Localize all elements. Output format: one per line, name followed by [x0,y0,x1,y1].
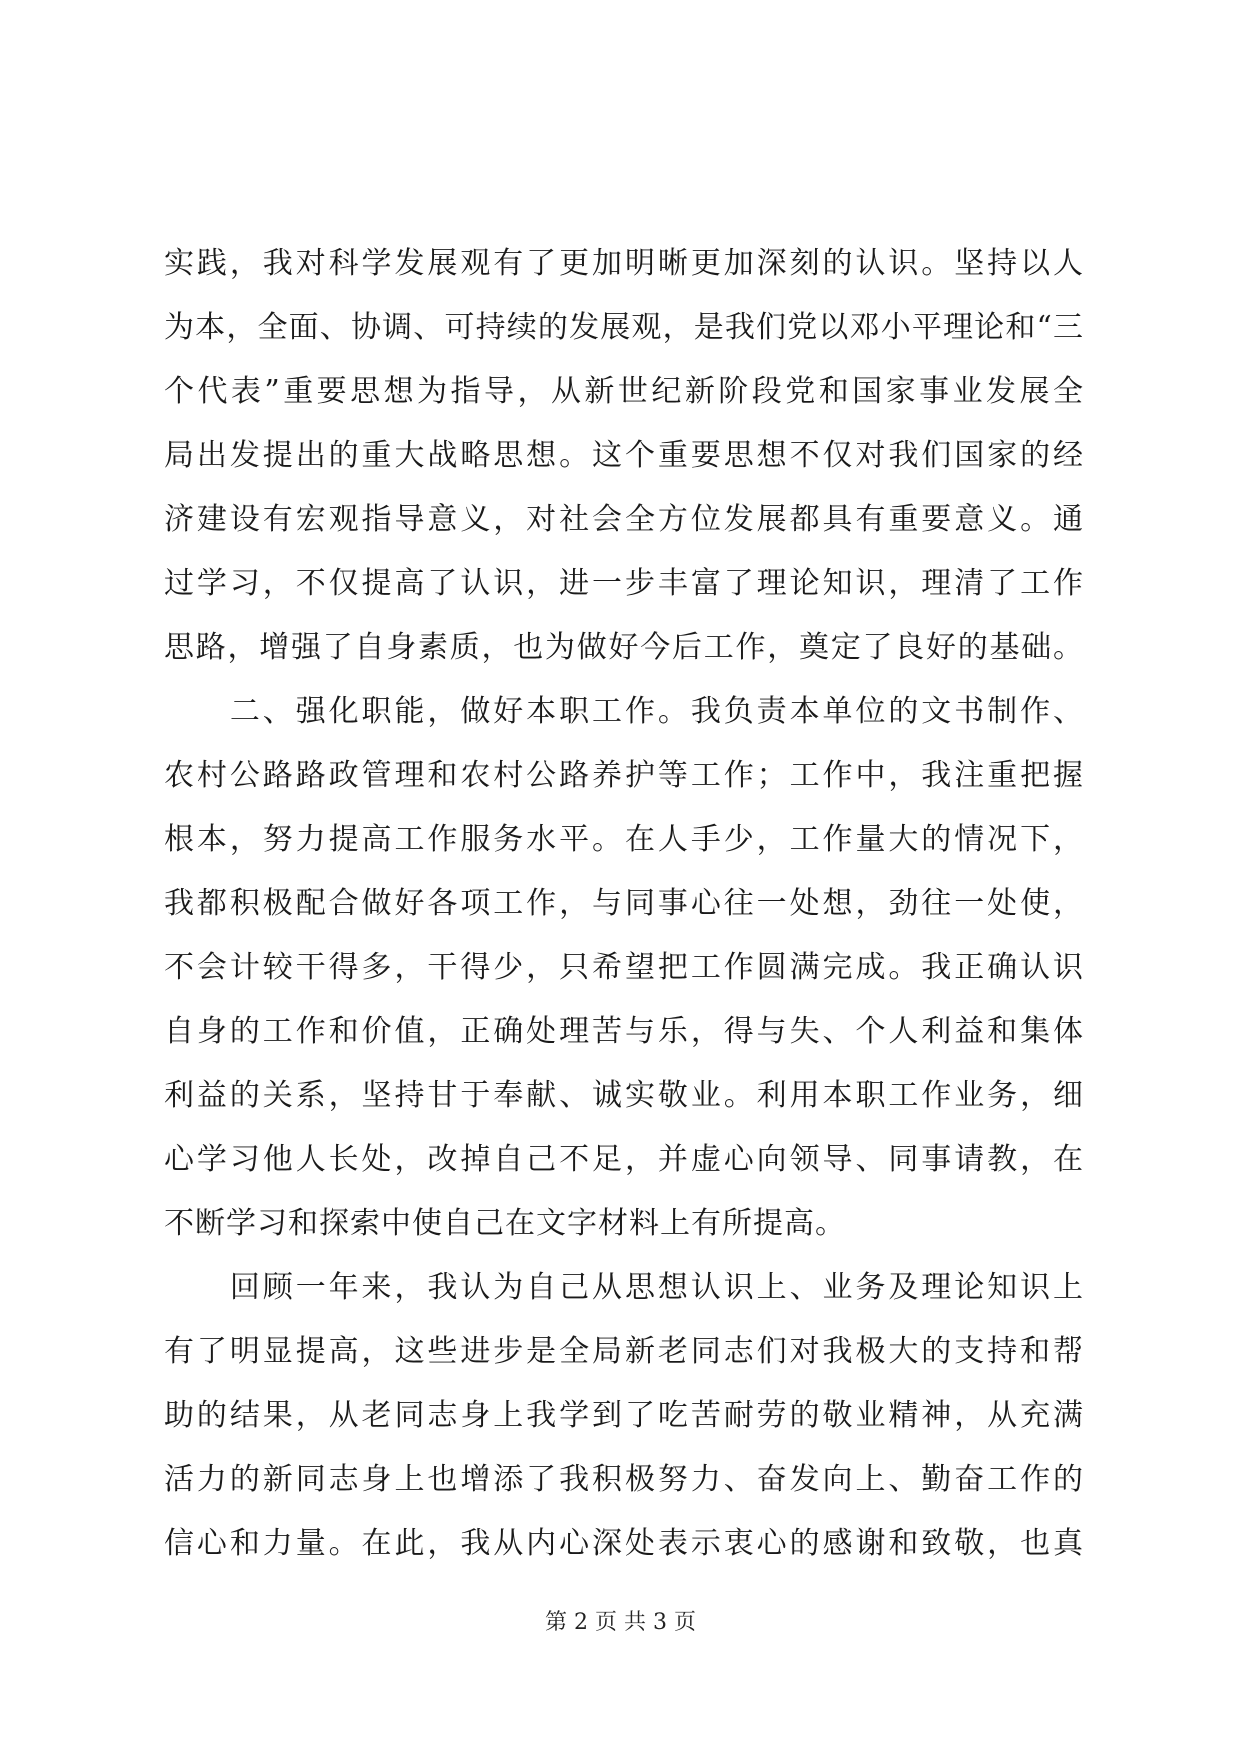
text-line: 助的结果，从老同志身上我学到了吃苦耐劳的敬业精神，从充满 [164,1398,1084,1433]
text-line: 信心和力量。在此，我从内心深处表示衷心的感谢和致敬，也真 [164,1526,1084,1561]
text-line: 局出发提出的重大战略思想。这个重要思想不仅对我们国家的经 [164,438,1084,473]
text-line: 有了明显提高，这些进步是全局新老同志们对我极大的支持和帮 [164,1334,1084,1369]
text-line: 思路，增强了自身素质，也为做好今后工作，奠定了良好的基础。 [164,630,1084,665]
text-line: 济建设有宏观指导意义，对社会全方位发展都具有重要意义。通 [164,502,1084,537]
document-body [164,232,1084,1576]
text-line: 活力的新同志身上也增添了我积极努力、奋发向上、勤奋工作的 [164,1462,1084,1497]
text-line: 个代表”重要思想为指导，从新世纪新阶段党和国家事业发展全 [164,374,1084,409]
text-line: 自身的工作和价值，正确处理苦与乐，得与失、个人利益和集体 [164,1014,1084,1049]
text-line: 我都积极配合做好各项工作，与同事心往一处想，劲往一处使， [164,886,1084,921]
text-line: 心学习他人长处，改掉自己不足，并虚心向领导、同事请教，在 [164,1142,1084,1177]
text-line: 不会计较干得多，干得少，只希望把工作圆满完成。我正确认识 [164,950,1084,985]
text-line: 不断学习和探索中使自己在文字材料上有所提高。 [164,1206,846,1241]
text-line: 回顾一年来，我认为自己从思想认识上、业务及理论知识上 [164,1270,1084,1305]
text-line: 根本，努力提高工作服务水平。在人手少，工作量大的情况下， [164,822,1084,857]
text-line: 利益的关系，坚持甘于奉献、诚实敬业。利用本职工作业务，细 [164,1078,1084,1113]
text-line: 农村公路路政管理和农村公路养护等工作；工作中，我注重把握 [164,758,1084,793]
text-line: 为本，全面、协调、可持续的发展观，是我们党以邓小平理论和“三 [164,310,1084,345]
page-number-footer: 第 2 页 共 3 页 [545,1610,696,1635]
text-line: 实践，我对科学发展观有了更加明晰更加深刻的认识。坚持以人 [164,246,1084,281]
text-line: 二、强化职能，做好本职工作。我负责本单位的文书制作、 [164,694,1084,729]
text-line: 过学习，不仅提高了认识，进一步丰富了理论知识，理清了工作 [164,566,1084,601]
